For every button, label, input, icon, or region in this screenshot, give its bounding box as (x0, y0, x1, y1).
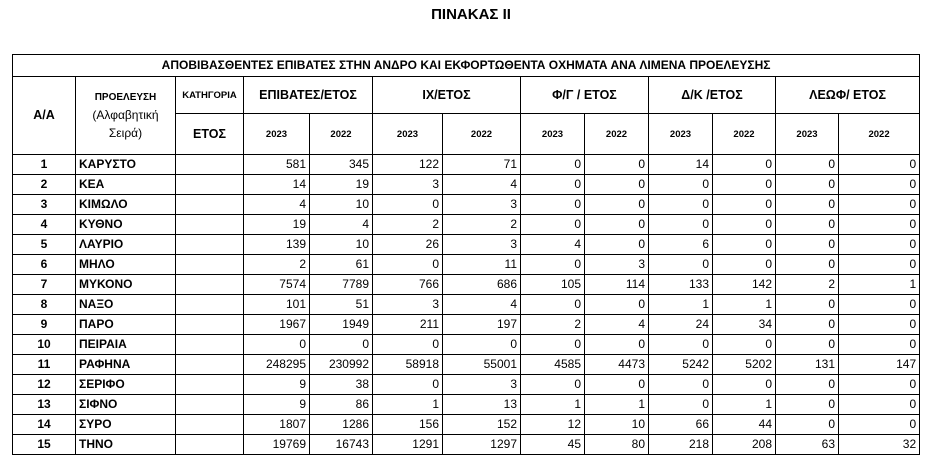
row-value: 0 (521, 335, 585, 355)
row-value: 3 (443, 375, 521, 395)
row-value: 0 (585, 295, 649, 315)
row-value: 2 (373, 215, 443, 235)
row-value: 0 (521, 255, 585, 275)
row-value: 1 (713, 395, 776, 415)
row-value: 0 (585, 375, 649, 395)
row-category (176, 255, 244, 275)
row-value: 218 (649, 435, 713, 455)
table-row (13, 175, 920, 195)
table-row (13, 355, 920, 375)
row-value: 4 (521, 235, 585, 255)
row-value: 16743 (310, 435, 373, 455)
aa-header: Α/Α (13, 77, 76, 155)
row-index: 5 (13, 235, 76, 255)
origin-header-title: ΠΡΟΕΛΕΥΣΗ (94, 91, 157, 103)
row-origin: ΛΑΥΡΙΟ (76, 235, 176, 255)
row-value: 0 (585, 235, 649, 255)
row-value: 4 (585, 315, 649, 335)
group-header-cars: ΙΧ/ΕΤΟΣ (373, 77, 521, 114)
row-value: 0 (649, 255, 713, 275)
row-value: 10 (310, 235, 373, 255)
year-header: ΕΤΟΣ (176, 114, 244, 155)
row-value: 0 (373, 255, 443, 275)
row-value: 0 (776, 335, 839, 355)
row-origin: ΠΕΙΡΑΙΑ (76, 335, 176, 355)
row-index: 12 (13, 375, 76, 395)
row-value: 58918 (373, 355, 443, 375)
table-row (13, 275, 920, 295)
table-row (13, 215, 920, 235)
row-value: 7574 (244, 275, 310, 295)
row-value: 0 (713, 215, 776, 235)
row-value: 0 (776, 415, 839, 435)
row-value: 2 (244, 255, 310, 275)
row-value: 0 (649, 375, 713, 395)
row-index: 4 (13, 215, 76, 235)
table-row (13, 415, 920, 435)
category-header: ΚΑΤΗΓΟΡΙΑ (176, 77, 244, 114)
row-value: 0 (776, 175, 839, 195)
row-value: 0 (649, 195, 713, 215)
row-origin: ΚΥΘΝΟ (76, 215, 176, 235)
row-value: 0 (839, 335, 920, 355)
row-origin: ΚΕΑ (76, 175, 176, 195)
row-value: 1 (839, 275, 920, 295)
table-row (13, 375, 920, 395)
year-2023: 2023 (521, 114, 585, 155)
row-value: 4473 (585, 355, 649, 375)
row-category (176, 175, 244, 195)
row-value: 0 (310, 335, 373, 355)
row-origin: ΡΑΦΗΝΑ (76, 355, 176, 375)
row-origin: ΤΗΝΟ (76, 435, 176, 455)
row-index: 6 (13, 255, 76, 275)
row-value: 0 (839, 255, 920, 275)
row-value: 0 (373, 335, 443, 355)
row-value: 0 (649, 175, 713, 195)
row-value: 0 (649, 335, 713, 355)
row-category (176, 195, 244, 215)
year-2022: 2022 (443, 114, 521, 155)
row-index: 11 (13, 355, 76, 375)
row-index: 3 (13, 195, 76, 215)
row-category (176, 215, 244, 235)
row-value: 5242 (649, 355, 713, 375)
row-value: 0 (713, 155, 776, 175)
row-value: 0 (713, 175, 776, 195)
year-2023: 2023 (776, 114, 839, 155)
row-value: 0 (521, 215, 585, 235)
row-value: 0 (585, 335, 649, 355)
row-origin: ΚΙΜΩΛΟ (76, 195, 176, 215)
row-value: 0 (839, 155, 920, 175)
year-2022: 2022 (713, 114, 776, 155)
row-value: 0 (839, 235, 920, 255)
row-value: 1291 (373, 435, 443, 455)
row-value: 1 (373, 395, 443, 415)
table-row (13, 435, 920, 455)
row-value: 14 (244, 175, 310, 195)
row-value: 0 (649, 395, 713, 415)
row-value: 11 (443, 255, 521, 275)
row-category (176, 395, 244, 415)
row-value: 12 (521, 415, 585, 435)
row-value: 10 (310, 195, 373, 215)
row-value: 0 (585, 195, 649, 215)
origin-header (76, 77, 176, 155)
row-value: 0 (839, 195, 920, 215)
row-value: 55001 (443, 355, 521, 375)
ports-table (12, 54, 920, 455)
row-value: 0 (776, 255, 839, 275)
row-value: 105 (521, 275, 585, 295)
row-value: 10 (585, 415, 649, 435)
row-value: 3 (585, 255, 649, 275)
row-value: 1297 (443, 435, 521, 455)
row-value: 24 (649, 315, 713, 335)
row-value: 19 (310, 175, 373, 195)
row-value: 0 (713, 235, 776, 255)
row-value: 66 (649, 415, 713, 435)
row-value: 122 (373, 155, 443, 175)
row-value: 139 (244, 235, 310, 255)
row-value: 0 (839, 415, 920, 435)
group-header-passengers: ΕΠΙΒΑΤΕΣ/ΕΤΟΣ (244, 77, 373, 114)
row-value: 0 (373, 195, 443, 215)
row-value: 0 (776, 295, 839, 315)
row-value: 9 (244, 395, 310, 415)
year-2023: 2023 (649, 114, 713, 155)
row-value: 4585 (521, 355, 585, 375)
row-value: 2 (443, 215, 521, 235)
row-value: 14 (649, 155, 713, 175)
row-value: 1 (521, 395, 585, 415)
row-value: 0 (521, 295, 585, 315)
row-value: 131 (776, 355, 839, 375)
row-value: 197 (443, 315, 521, 335)
table-caption: ΑΠΟΒΙΒΑΣΘΕΝΤΕΣ ΕΠΙΒΑΤΕΣ ΣΤΗΝ ΑΝΔΡΟ ΚΑΙ ΕΚΦΟΡΤΩΘΕΝΤΑ ΟΧΗΜΑΤΑ ΑΝΑ ΛΙΜΕΝΑ ΠΡΟΕΛΕΥΣΗΣ (13, 55, 920, 77)
row-value: 0 (776, 395, 839, 415)
row-value: 0 (713, 335, 776, 355)
year-2023: 2023 (244, 114, 310, 155)
row-value: 19 (244, 215, 310, 235)
row-value: 0 (373, 375, 443, 395)
row-value: 133 (649, 275, 713, 295)
row-value: 63 (776, 435, 839, 455)
row-index: 1 (13, 155, 76, 175)
group-header-tankers: Δ/Κ /ΕΤΟΣ (649, 77, 776, 114)
row-value: 3 (373, 175, 443, 195)
row-value: 248295 (244, 355, 310, 375)
row-value: 581 (244, 155, 310, 175)
row-value: 0 (776, 235, 839, 255)
table-row (13, 155, 920, 175)
row-value: 152 (443, 415, 521, 435)
row-value: 0 (585, 155, 649, 175)
table-row (13, 315, 920, 335)
row-value: 80 (585, 435, 649, 455)
row-value: 6 (649, 235, 713, 255)
row-index: 14 (13, 415, 76, 435)
row-value: 0 (585, 175, 649, 195)
row-value: 34 (713, 315, 776, 335)
row-value: 230992 (310, 355, 373, 375)
row-value: 766 (373, 275, 443, 295)
row-category (176, 235, 244, 255)
row-value: 211 (373, 315, 443, 335)
year-2023: 2023 (373, 114, 443, 155)
row-value: 0 (776, 315, 839, 335)
row-origin: ΠΑΡΟ (76, 315, 176, 335)
row-category (176, 295, 244, 315)
row-value: 0 (649, 215, 713, 235)
row-value: 1286 (310, 415, 373, 435)
row-value: 4 (443, 175, 521, 195)
row-index: 2 (13, 175, 76, 195)
row-category (176, 155, 244, 175)
row-index: 15 (13, 435, 76, 455)
page-title: ΠΙΝΑΚΑΣ ΙΙ (431, 6, 511, 23)
row-category (176, 435, 244, 455)
row-value: 0 (521, 195, 585, 215)
row-value: 0 (585, 215, 649, 235)
row-value: 142 (713, 275, 776, 295)
row-value: 9 (244, 375, 310, 395)
row-value: 0 (521, 375, 585, 395)
table-row (13, 235, 920, 255)
row-index: 9 (13, 315, 76, 335)
table-row (13, 395, 920, 415)
row-origin: ΣΕΡΙΦΟ (76, 375, 176, 395)
row-origin: ΚΑΡΥΣΤΟ (76, 155, 176, 175)
row-category (176, 275, 244, 295)
origin-header-sub2: Σειρά) (108, 125, 143, 140)
row-value: 3 (443, 195, 521, 215)
row-value: 101 (244, 295, 310, 315)
row-value: 5202 (713, 355, 776, 375)
row-value: 0 (839, 315, 920, 335)
row-value: 1 (585, 395, 649, 415)
row-value: 0 (776, 155, 839, 175)
row-value: 7789 (310, 275, 373, 295)
row-value: 0 (713, 195, 776, 215)
row-index: 10 (13, 335, 76, 355)
group-header-trucks: Φ/Γ / ΕΤΟΣ (521, 77, 649, 114)
row-value: 0 (713, 375, 776, 395)
row-value: 0 (521, 175, 585, 195)
row-value: 1 (713, 295, 776, 315)
row-value: 156 (373, 415, 443, 435)
row-value: 1 (649, 295, 713, 315)
row-value: 0 (244, 335, 310, 355)
row-category (176, 335, 244, 355)
row-value: 86 (310, 395, 373, 415)
row-category (176, 375, 244, 395)
row-value: 2 (521, 315, 585, 335)
year-2022: 2022 (585, 114, 649, 155)
row-origin: ΜΗΛΟ (76, 255, 176, 275)
row-category (176, 315, 244, 335)
row-value: 147 (839, 355, 920, 375)
row-value: 3 (373, 295, 443, 315)
row-value: 4 (310, 215, 373, 235)
row-value: 0 (839, 295, 920, 315)
row-value: 26 (373, 235, 443, 255)
row-value: 0 (521, 155, 585, 175)
row-value: 1807 (244, 415, 310, 435)
row-value: 686 (443, 275, 521, 295)
row-value: 114 (585, 275, 649, 295)
row-value: 3 (443, 235, 521, 255)
row-value: 4 (443, 295, 521, 315)
year-2022: 2022 (839, 114, 920, 155)
row-value: 0 (443, 335, 521, 355)
row-value: 4 (244, 195, 310, 215)
row-value: 0 (776, 195, 839, 215)
row-value: 45 (521, 435, 585, 455)
row-category (176, 415, 244, 435)
row-index: 13 (13, 395, 76, 415)
row-value: 1949 (310, 315, 373, 335)
row-origin: ΣΥΡΟ (76, 415, 176, 435)
row-origin: ΝΑΞΟ (76, 295, 176, 315)
row-category (176, 355, 244, 375)
table-row (13, 255, 920, 275)
group-header-buses: ΛΕΩΦ/ ΕΤΟΣ (776, 77, 920, 114)
row-value: 13 (443, 395, 521, 415)
row-value: 44 (713, 415, 776, 435)
table-row (13, 335, 920, 355)
row-value: 0 (839, 175, 920, 195)
row-value: 71 (443, 155, 521, 175)
row-value: 0 (839, 215, 920, 235)
year-2022: 2022 (310, 114, 373, 155)
row-origin: ΣΙΦΝΟ (76, 395, 176, 415)
row-value: 0 (713, 255, 776, 275)
row-value: 32 (839, 435, 920, 455)
row-value: 61 (310, 255, 373, 275)
row-value: 1967 (244, 315, 310, 335)
row-value: 0 (776, 375, 839, 395)
row-value: 345 (310, 155, 373, 175)
row-index: 8 (13, 295, 76, 315)
table-row (13, 295, 920, 315)
row-value: 19769 (244, 435, 310, 455)
table-row (13, 195, 920, 215)
row-value: 51 (310, 295, 373, 315)
row-origin: ΜΥΚΟΝΟ (76, 275, 176, 295)
row-index: 7 (13, 275, 76, 295)
row-value: 0 (776, 215, 839, 235)
row-value: 0 (839, 375, 920, 395)
row-value: 0 (839, 395, 920, 415)
row-value: 208 (713, 435, 776, 455)
row-value: 2 (776, 275, 839, 295)
origin-header-sub1: (Αλφαβητική (92, 107, 159, 122)
row-value: 38 (310, 375, 373, 395)
